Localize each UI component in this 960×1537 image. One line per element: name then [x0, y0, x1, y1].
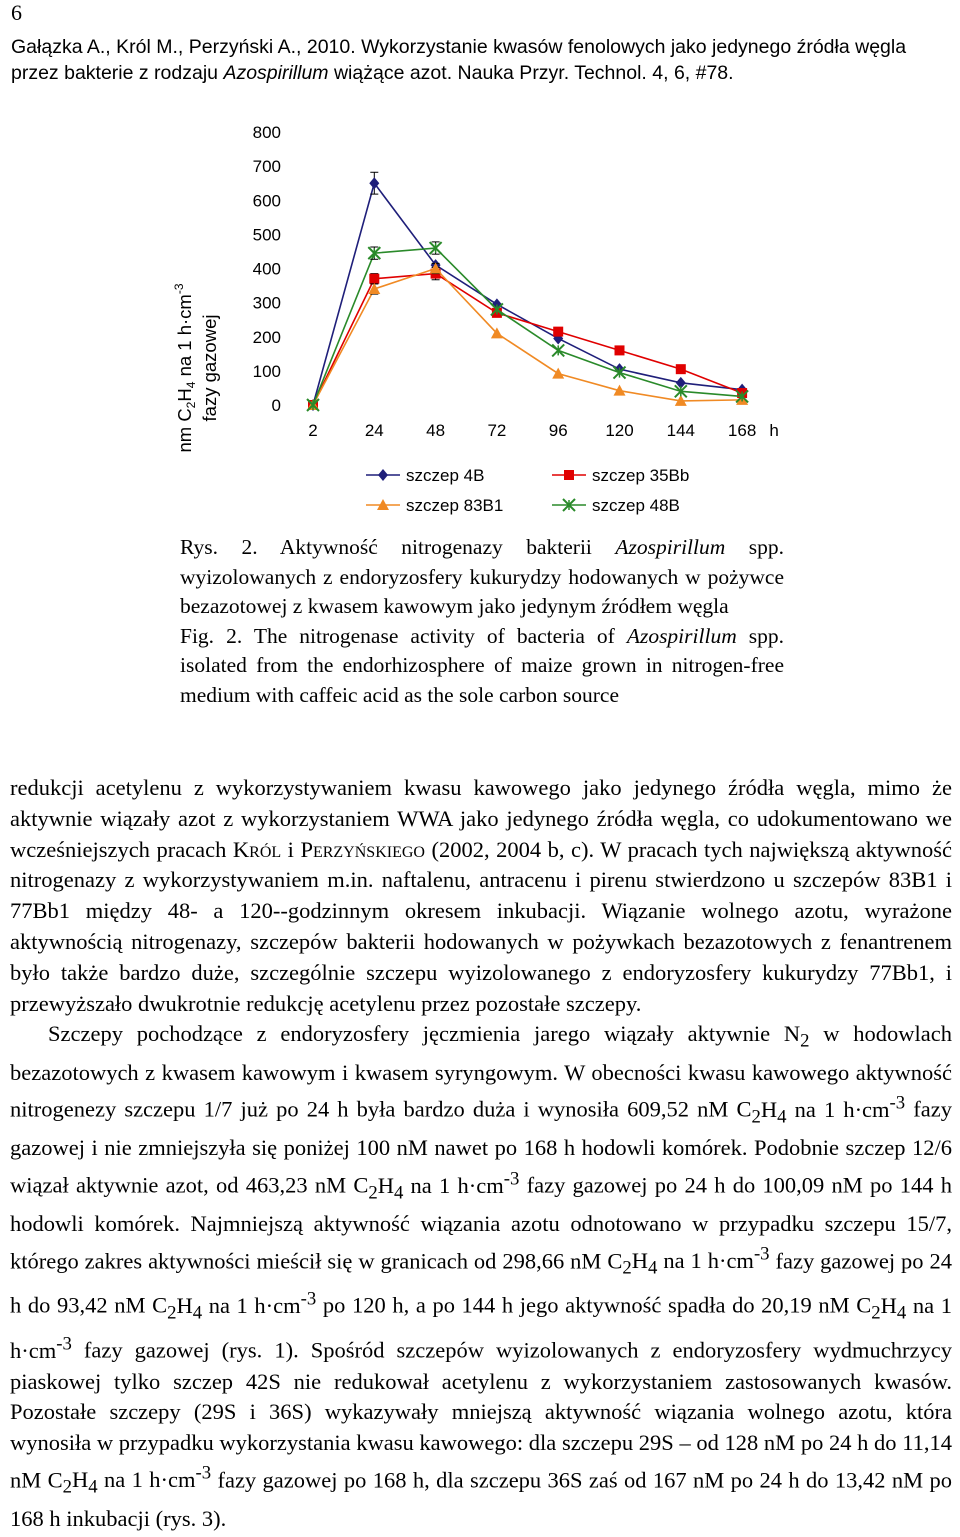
- nitrogenase-activity-chart: [0, 110, 960, 535]
- y-axis-label: nm $C_2H_4$ na 1 $h\cdot cm^{-3}$: [172, 283, 198, 453]
- legend-entry: [366, 466, 484, 485]
- series-szczep-83b1: [307, 263, 748, 411]
- y-tick-label: 500: [252, 225, 281, 245]
- x-tick-label: 24: [364, 421, 384, 440]
- x-tick-label: 144: [666, 421, 695, 440]
- series-point: [552, 368, 564, 379]
- y-axis-label-line2: fazy gazowej: [199, 314, 220, 422]
- x-axis-unit: h: [769, 421, 779, 440]
- y-tick-label: 200: [252, 327, 281, 347]
- x-tick-label: 168: [727, 421, 757, 440]
- page-number: 6: [11, 0, 22, 25]
- formula-c2h4-unit: $_2H_4$ na 1 $h\cdot cm^{-3}$: [62, 1462, 212, 1498]
- citation-genus: Azospirillum: [223, 62, 329, 84]
- paragraph-2: Szczepy pochodzące z endoryzosfery jęczmienia jarego wiązały aktywnie $N_2$ w hodowlach bezazotowych z kwasem kawowym i kwasem syryngowym. W obecności kwasu kawowego aktywność nitrogenezy szczepu 1/7 już po 24 h była bardzo duża i wynosiła 609,52 nM $C_2H_4$ na 1 $h\cdot cm^{-3}$ fazy gazowej i nie zmniejszyła się poniżej 100 nM nawet po 168 h hodowli komórek. Podobnie szczep 12/6 wiązał aktywnie azot, od 463,23 nM $C_2H_4$ na 1 $h\cdot cm^{-3}$ fazy gazowej po 24 h do 100,09 nM po 144 h hodowli komórek. Najmniejszą aktywność wiązania azotu odnotowano w przypadku szczepu 15/7, którego zakres aktywności mieścił się w granicach od 298,66 nM $C_2H_4$ na 1 $h\cdot cm^{-3}$ fazy gazowej po 24 h do 93,42 nM $C_2H_4$ na 1 $h\cdot cm^{-3}$ po 120 h, a po 144 h jego aktywność spadła do 20,19 nM $C_2H_4$ na 1 $h\cdot cm^{-3}$ fazy gazowej (rys. 1). Spośród szczepów wyizolowanych z endoryzosfery wydmuchrzycy piaskowej tylko szczep 42S nie redukował acetylenu z wykorzystaniem zastosowanych kwasów. Pozostałe szczepy (29S i 36S) wykazywały mniejszą aktywność wiązania wolnego azotu, która wynosiła w przypadku wykorzystania kwasu kawowego: dla szczepu 29S – od 128 nM po 24 h do 11,14 nM $C_2H_4$ na 1 $h\cdot cm^{-3}$ fazy gazowej po 168 h, dla szczepu 36S zaś od 167 nM po 24 h do 13,42 nM po 168 h inkubacji (rys. 3).: [10, 1021, 953, 1531]
- paragraph-1: redukcji acetylenu z wykorzystywaniem kwasu kawowego jako jedynego źródła węgla, mimo że aktywnie wiązały azot z wykorzystaniem WWA jako jedynego źródła węgla, co udokumentowano we wcześniejszych pracach Król i Perzyńskiego (2002, 2004 b, c). W pracach tych największą aktywność nitrogenazy z wykorzystywaniem m.in. naftalenu, antracenu i pirenu stwierdzono u szczepów 83B1 i 77Bb1 między 48- a 120--godzinnym okresem inkubacji. Wiązanie wolnego azotu, wyrażone aktywnością nitrogenazy, szczepów bakterii hodowanych w pożywkach bezazotowych z fenantrenem było także bardzo duże, szczególnie szczepu wyizolowanego z endoryzosfery kukurydzy 77Bb1, i przewyższało dwukrotnie redukcję acetylenu przez pozostałe szczepy.: [10, 775, 952, 1016]
- y-tick-label: 600: [252, 191, 281, 211]
- y-tick-label: 400: [252, 259, 281, 279]
- y-tick-label: 700: [252, 157, 281, 177]
- formula-c2h4-unit: $_2H_4$ na 1 $h\cdot cm^{-3}$: [751, 1092, 906, 1128]
- formula-c2h4-unit: $_2H_4$ na 1 $h\cdot cm^{-3}$: [622, 1243, 770, 1279]
- legend-entry: [366, 496, 503, 515]
- plot-area: [253, 123, 779, 440]
- y-tick-label: 300: [252, 293, 281, 313]
- citation: Gałązka A., Król M., Perzyński A., 2010. Wykorzystanie kwasów fenolowych jako jedynego źródła węgla przez bakterie z rodzaju Azospirillum wiążące azot. Nauka Przyr. Technol. 4, 6, #78.: [11, 36, 907, 84]
- y-tick-label: 100: [252, 361, 281, 381]
- x-tick-label: 48: [426, 421, 446, 440]
- body-text: [10, 773, 952, 1535]
- caption-polish: Rys. 2. Aktywność nitrogenazy bakterii Azospirillum spp. wyizolowanych z endoryzosfery kukurydzy hodowanych w pożywce bezazotowej z kwasem kawowym jako jedynym źródłem węgla: [180, 535, 784, 618]
- series-point: [676, 364, 686, 374]
- series-point: [615, 345, 625, 355]
- series-point: [564, 470, 574, 480]
- legend-entry: [552, 496, 680, 515]
- y-tick-label: 800: [252, 123, 281, 142]
- formula-c2h4-unit: $_2H_4$ na 1 $h\cdot cm^{-3}$: [10, 1292, 953, 1363]
- x-tick-label: 96: [548, 421, 568, 440]
- series-point: [553, 327, 563, 337]
- series-point: [378, 469, 388, 481]
- legend-label: szczep 48B: [592, 496, 680, 515]
- author-perzynski: Perzyńskiego: [300, 836, 425, 862]
- legend-label: szczep 83B1: [406, 496, 504, 515]
- legend: [366, 466, 689, 515]
- formula-c2h4-unit: $_2H_4$ na 1 $h\cdot cm^{-3}$: [368, 1168, 520, 1204]
- x-tick-label: 120: [605, 421, 634, 440]
- caption-english: Fig. 2. The nitrogenase activity of bacteria of Azospirillum spp. isolated from the endorhizosphere of maize grown in nitrogen-free medium with caffeic acid as the sole carbon source: [180, 623, 784, 707]
- legend-entry: [552, 466, 689, 485]
- x-tick-label: 2: [308, 421, 318, 440]
- legend-label: szczep 35Bb: [592, 466, 690, 485]
- figure-caption: [180, 533, 784, 710]
- series-point: [369, 274, 379, 284]
- y-tick-label: 0: [271, 396, 281, 415]
- formula-c2h4-unit: $_2H_4$ na 1 $h\cdot cm^{-3}$: [167, 1288, 317, 1324]
- series-point: [552, 344, 564, 356]
- legend-label: szczep 4B: [406, 466, 485, 485]
- x-tick-label: 72: [487, 421, 507, 440]
- author-krol: Król: [232, 836, 282, 862]
- series-point: [614, 367, 626, 379]
